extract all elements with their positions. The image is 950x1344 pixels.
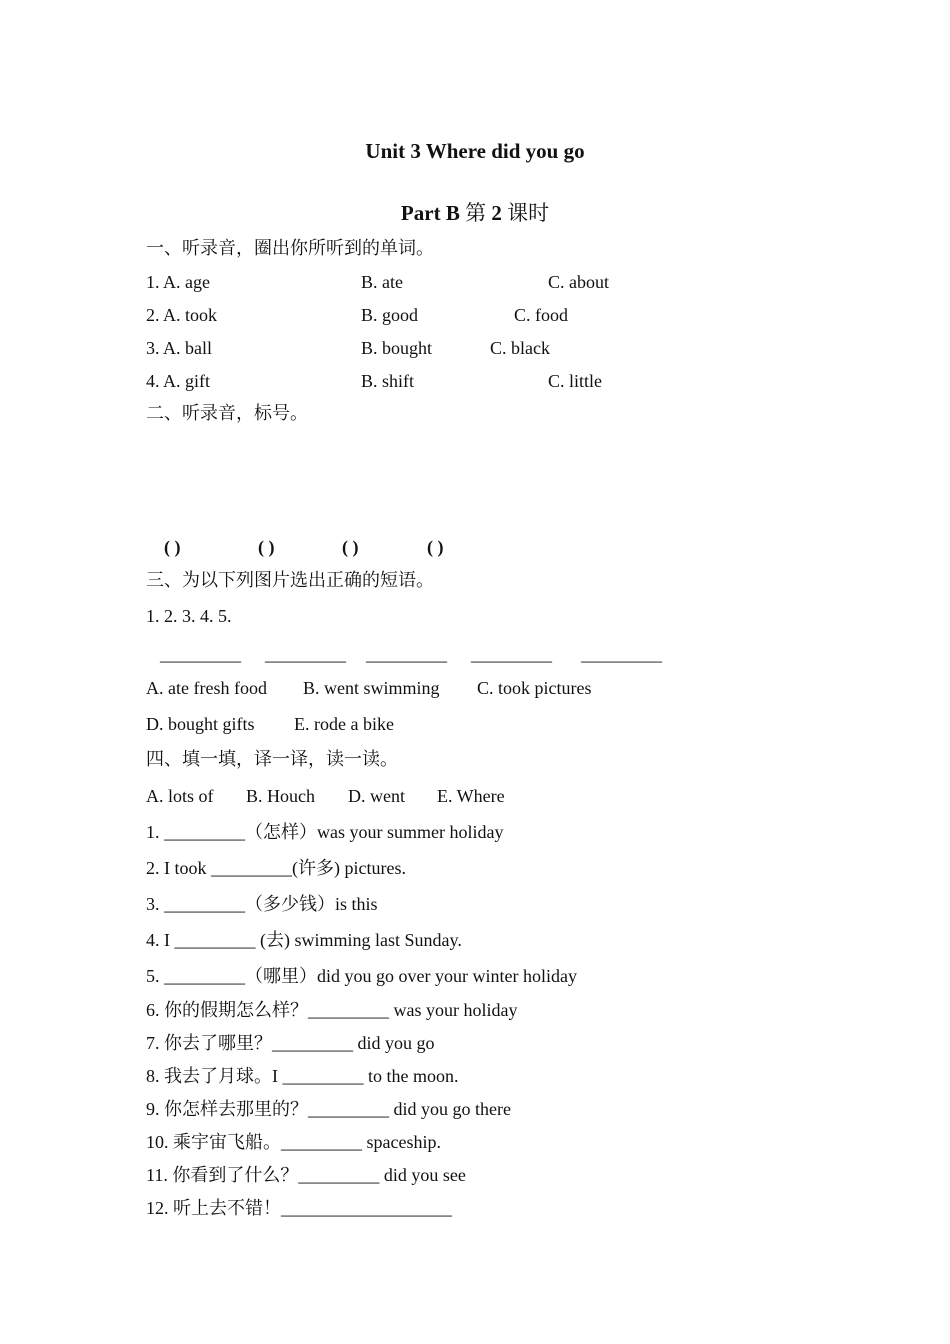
sec1-row1-c: C. about <box>548 272 609 292</box>
sec4-item-2: 2. I took _________(许多) pictures. <box>146 858 406 878</box>
sec4-option-b: B. Houch <box>246 786 315 806</box>
sec3-option-e: E. rode a bike <box>294 714 394 734</box>
sec1-row2-a: 2. A. took <box>146 305 218 325</box>
sec4-item-5: 5. _________（哪里）did you go over your winter holiday <box>146 966 577 986</box>
sec3-blank-5[interactable]: _________ <box>581 644 662 664</box>
sec4-item-10: 10. 乘宇宙飞船。_________ spaceship. <box>146 1132 441 1152</box>
sec1-row3-a: 3. A. ball <box>146 338 212 358</box>
sec4-item-7: 7. 你去了哪里？_________ did you go <box>146 1033 435 1053</box>
sec1-row3-b: B. bought <box>361 338 433 358</box>
sec3-blank-3[interactable]: _________ <box>366 644 447 664</box>
answer-paren-1[interactable]: ( ) <box>164 537 181 557</box>
sec1-row2-b: B. good <box>361 305 419 325</box>
sec3-option-a: A. ate fresh food <box>146 678 267 698</box>
sec3-numbers: 1. 2. 3. 4. 5. <box>146 606 232 626</box>
answer-paren-4[interactable]: ( ) <box>427 537 444 557</box>
sec4-option-a: A. lots of <box>146 786 214 806</box>
sec4-item-8: 8. 我去了月球。I _________ to the moon. <box>146 1066 459 1086</box>
sec1-row1-a: 1. A. age <box>146 272 210 292</box>
sec4-option-d: D. went <box>348 786 405 806</box>
answer-paren-2[interactable]: ( ) <box>258 537 275 557</box>
sec3-blank-4[interactable]: _________ <box>471 644 552 664</box>
sec4-item-11: 11. 你看到了什么？_________ did you see <box>146 1165 466 1185</box>
answer-paren-3[interactable]: ( ) <box>342 537 359 557</box>
subtitle-num: 2 <box>491 201 502 225</box>
sec4-item-1: 1. _________（怎样）was your summer holiday <box>146 822 504 842</box>
section-3-heading: 三、为以下列图片选出正确的短语。 <box>146 570 434 590</box>
sec3-blank-2[interactable]: _________ <box>265 644 346 664</box>
sec4-item-6: 6. 你的假期怎么样？_________ was your holiday <box>146 1000 518 1020</box>
sec3-option-c: C. took pictures <box>477 678 592 698</box>
section-1-heading: 一、听录音，圈出你所听到的单词。 <box>146 238 434 258</box>
page-title: Unit 3 Where did you go <box>365 139 585 163</box>
subtitle-cn-1: 第 <box>459 201 492 225</box>
sec1-row2-c: C. food <box>514 305 568 325</box>
sec3-option-b: B. went swimming <box>303 678 440 698</box>
sec1-row4-b: B. shift <box>361 371 415 391</box>
sec1-row4-a: 4. A. gift <box>146 371 211 391</box>
sec1-row1-b: B. ate <box>361 272 403 292</box>
sec1-row4-c: C. little <box>548 371 602 391</box>
sec4-item-4: 4. I _________ (去) swimming last Sunday. <box>146 930 462 950</box>
sec4-option-e: E. Where <box>437 786 505 806</box>
sec3-blank-1[interactable]: _________ <box>160 644 241 664</box>
sec1-row3-c: C. black <box>490 338 550 358</box>
sec4-item-12: 12. 听上去不错！___________________ <box>146 1198 452 1218</box>
subtitle-part: Part B <box>400 201 460 225</box>
section-2-heading: 二、听录音，标号。 <box>146 403 308 423</box>
subtitle-cn-2: 课时 <box>501 201 550 225</box>
sec3-option-d: D. bought gifts <box>146 714 255 734</box>
lesson-subtitle <box>0 203 950 224</box>
sec4-item-9: 9. 你怎样去那里的？_________ did you go there <box>146 1099 511 1119</box>
section-4-heading: 四、填一填，译一译，读一读。 <box>146 749 398 769</box>
sec4-item-3: 3. _________（多少钱）is this <box>146 894 378 914</box>
